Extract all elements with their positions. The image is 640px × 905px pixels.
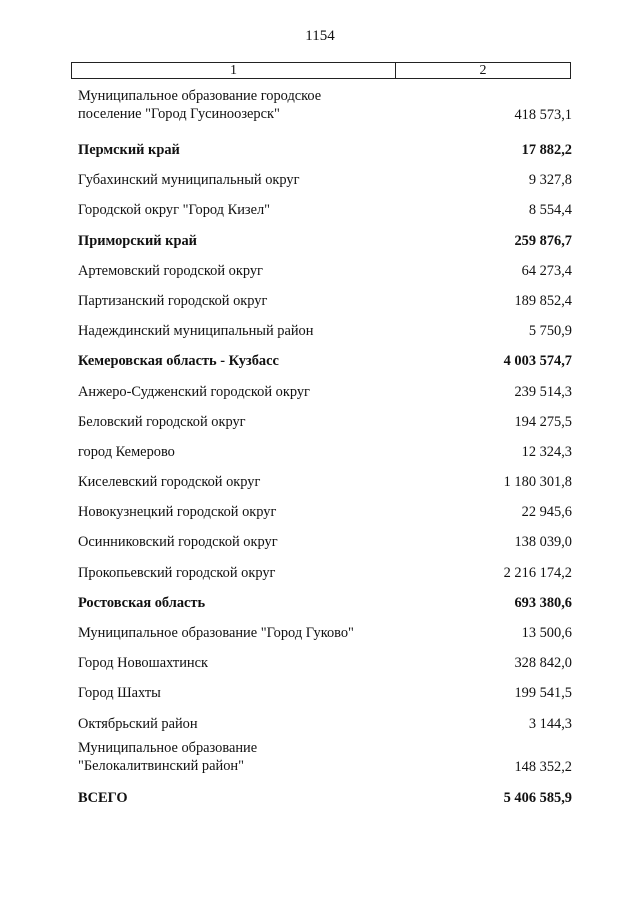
table-row xyxy=(0,620,640,650)
row-value: 148 352,2 xyxy=(514,758,572,775)
row-name: Губахинский муниципальный округ xyxy=(78,172,300,189)
row-name: Осинниковский городской округ xyxy=(78,534,278,551)
row-value: 5 750,9 xyxy=(528,323,572,340)
budget-table xyxy=(0,87,640,815)
row-value: 12 324,3 xyxy=(521,443,572,460)
row-name: Беловский городской округ xyxy=(78,413,246,430)
row-name: Ростовская область xyxy=(78,594,206,611)
row-name: Надеждинский муниципальный район xyxy=(78,323,314,340)
table-row xyxy=(0,197,640,227)
row-value: 8 554,4 xyxy=(528,202,572,219)
row-value: 64 273,4 xyxy=(521,262,572,279)
table-row xyxy=(0,379,640,409)
row-value: 418 573,1 xyxy=(514,107,572,123)
row-name: ВСЕГО xyxy=(78,789,128,806)
table-row xyxy=(0,87,640,137)
row-name: Город Новошахтинск xyxy=(78,655,208,672)
row-name: Город Шахты xyxy=(78,685,161,702)
table-row xyxy=(0,469,640,499)
row-value: 9 327,8 xyxy=(528,172,572,189)
table-row xyxy=(0,318,640,348)
row-value: 13 500,6 xyxy=(521,625,572,641)
table-row xyxy=(0,560,640,590)
table-row xyxy=(0,650,640,680)
table-row xyxy=(0,711,640,741)
row-name: Муниципальное образование городское поселение "Город Гусиноозерск" xyxy=(78,88,322,122)
row-value: 1 180 301,8 xyxy=(503,474,572,491)
table-row xyxy=(0,409,640,439)
table-row xyxy=(0,137,640,167)
row-name: Прокопьевский городской округ xyxy=(78,564,276,581)
row-name: Киселевский городской округ xyxy=(78,474,261,491)
table-row xyxy=(0,590,640,620)
row-value: 259 876,7 xyxy=(514,232,572,249)
row-value: 328 842,0 xyxy=(514,655,572,672)
row-name: Муниципальное образование "Белокалитвинский район" xyxy=(78,739,258,774)
row-name: Пермский край xyxy=(78,142,180,158)
table-row xyxy=(0,288,640,318)
page-number: 1154 xyxy=(305,28,335,44)
table-row xyxy=(0,167,640,197)
table-row xyxy=(0,439,640,469)
row-name: Городской округ "Город Кизел" xyxy=(78,202,271,219)
row-value: 3 144,3 xyxy=(528,715,572,732)
row-value: 17 882,2 xyxy=(521,142,572,158)
table-row xyxy=(0,228,640,258)
row-name: Анжеро-Судженский городской округ xyxy=(78,383,310,400)
row-name: Приморский край xyxy=(78,232,197,249)
row-name: Муниципальное образование "Город Гуково" xyxy=(78,625,354,641)
row-name: Кемеровская область - Кузбасс xyxy=(78,353,279,370)
row-value: 138 039,0 xyxy=(514,534,572,551)
row-name: Октябрьский район xyxy=(78,715,198,732)
table-row-total xyxy=(0,785,640,815)
row-value: 5 406 585,9 xyxy=(503,789,572,806)
table-row xyxy=(0,499,640,529)
row-value: 199 541,5 xyxy=(514,685,572,702)
row-name: Новокузнецкий городской округ xyxy=(78,504,277,521)
table-row xyxy=(0,680,640,710)
row-value: 22 945,6 xyxy=(521,504,572,521)
row-value: 239 514,3 xyxy=(514,383,572,400)
column-header-1: 1 xyxy=(72,63,396,78)
table-row xyxy=(0,741,640,785)
row-name: Артемовский городской округ xyxy=(78,262,263,279)
table-row xyxy=(0,348,640,378)
row-name: город Кемерово xyxy=(78,443,175,460)
column-header xyxy=(71,62,571,79)
row-value: 693 380,6 xyxy=(514,594,572,611)
row-value: 189 852,4 xyxy=(514,292,572,309)
row-value: 194 275,5 xyxy=(514,413,572,430)
table-row xyxy=(0,529,640,559)
table-row xyxy=(0,258,640,288)
row-value: 4 003 574,7 xyxy=(503,353,572,370)
row-value: 2 216 174,2 xyxy=(503,564,572,581)
row-name: Партизанский городской округ xyxy=(78,292,268,309)
column-header-2: 2 xyxy=(479,63,487,78)
